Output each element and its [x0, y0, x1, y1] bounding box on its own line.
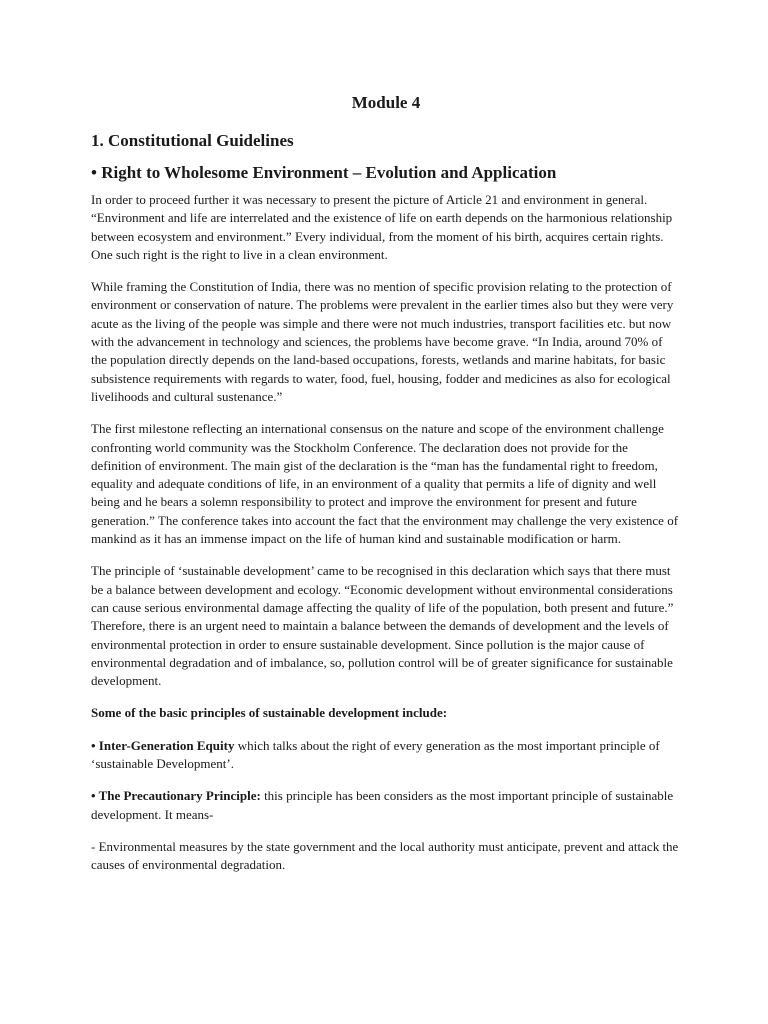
paragraph-stockholm: The first milestone reflecting an international consensus on the nature and scope of the environment challenge confronting world community was the Stockholm Conference. The declaration does not provide for the definition of environment. The main gist of the declaration is the “man has the fundamental right to freedom, equality and adequate conditions of life, in an environment of a quality that permits a life of dignity and well being and he bears a solemn responsibility to protect and improve the environment for present and future generation.” The conference takes into account the fact that the environment may challenge the very existence of mankind as it has an immense impact on the life of human kind and sustainable modification or harm. [91, 421, 679, 547]
section-heading: 1. Constitutional Guidelines [91, 131, 294, 150]
paragraph-article-21: In order to proceed further it was necessary to present the picture of Article 21 and environment in general. “Environment and life are interrelated and the existence of life on earth depends on the harmonious relationship between ecosystem and environment.” Every individual, from the moment of his birth, acquires certain rights. One such right is the right to live in a clean environment. [91, 192, 673, 262]
precautionary-point: - Environmental measures by the state government and the local authority must anticipate, prevent and attack the causes of environmental degradation. [91, 838, 679, 873]
principle-text: which talks about the right of every generation as the most important principle of ‘sustainable Development’. [91, 737, 660, 772]
principle-precautionary [91, 787, 681, 824]
paragraph-sustainable-development: The principle of ‘sustainable development’ came to be recognised in this declaration which says that there must be a balance between development and ecology. “Economic development without environmental considerations can cause serious environmental damage affecting the quality of life of the population, both present and future.” Therefore, there is an urgent need to maintain a balance between the demands of development and the levels of environmental protection in order to ensure sustainable development. Since pollution is the major cause of environmental degradation and of imbalance, so, pollution control will be of greater significance for sustainable development. [91, 563, 674, 689]
document-page [91, 92, 681, 889]
sub-heading: • Right to Wholesome Environment – Evolution and Application [91, 163, 557, 182]
paragraph-constitution: While framing the Constitution of India, there was no mention of specific provision relating to the protection of environment or conservation of nature. The problems were prevalent in the earlier times also but they were very acute as the living of the people was simple and there were not much industries, transport facilities etc. but now with the advancement in technology and sciences, the problems have become grave. “In India, around 70% of the population directly depends on the land-based occupations, forests, wetlands and marine habitats, for basic subsistence requirements with regards to water, food, fuel, housing, fodder and medicines as also for ecological livelihoods and cultural sustenance.” [91, 279, 674, 404]
principle-inter-generation-equity [91, 737, 681, 774]
module-title: Module 4 [351, 93, 421, 112]
principle-label: • The Precautionary Principle: [91, 788, 261, 804]
principle-label: • Inter-Generation Equity [91, 737, 235, 753]
principle-text: this principle has been considers as the most important principle of sustainable development. It means- [91, 788, 674, 822]
principles-intro: Some of the basic principles of sustainable development include: [91, 705, 448, 721]
